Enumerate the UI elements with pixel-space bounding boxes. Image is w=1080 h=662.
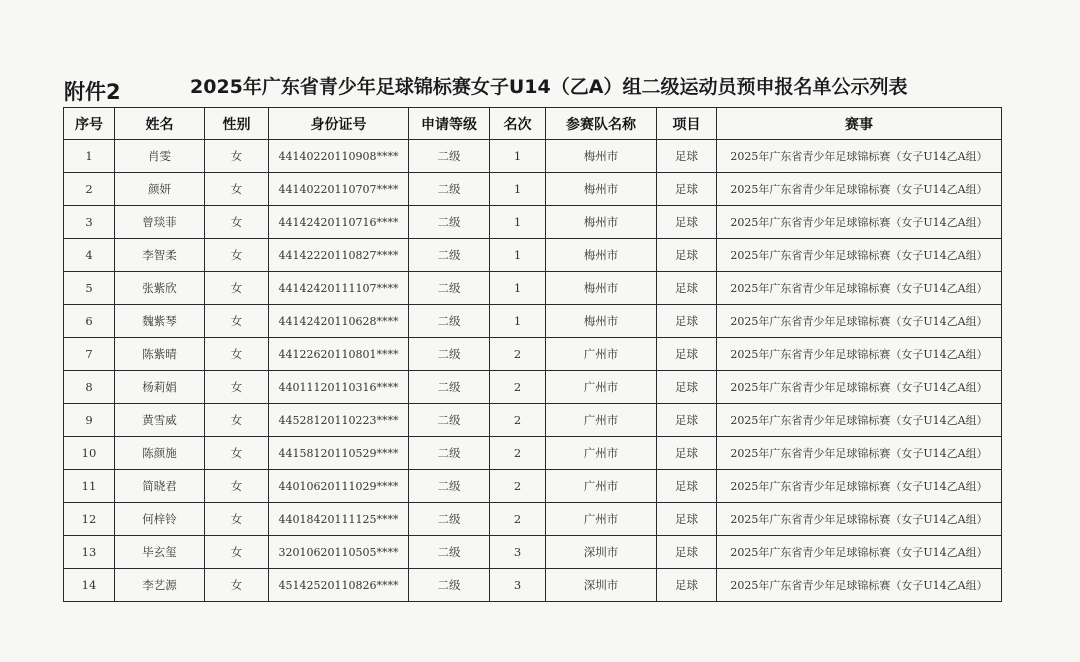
table-row	[64, 437, 1002, 470]
header-rank: 名次	[490, 108, 546, 140]
cell-rank: 1	[490, 239, 546, 272]
cell-level: 二级	[409, 503, 490, 536]
table-row	[64, 239, 1002, 272]
cell-sport: 足球	[657, 371, 717, 404]
cell-no: 13	[64, 536, 115, 569]
cell-no: 4	[64, 239, 115, 272]
cell-id: 44142420110716****	[269, 206, 409, 239]
cell-gender: 女	[205, 569, 269, 602]
cell-no: 1	[64, 140, 115, 173]
cell-level: 二级	[409, 470, 490, 503]
cell-event: 2025年广东省青少年足球锦标赛（女子U14乙A组）	[717, 173, 1002, 206]
cell-team: 梅州市	[546, 305, 657, 338]
cell-event: 2025年广东省青少年足球锦标赛（女子U14乙A组）	[717, 305, 1002, 338]
cell-id: 44010620111029****	[269, 470, 409, 503]
cell-sport: 足球	[657, 272, 717, 305]
document-title: 2025年广东省青少年足球锦标赛女子U14（乙A）组二级运动员预申报名单公示列表	[190, 76, 908, 98]
cell-id: 44122620110801****	[269, 338, 409, 371]
cell-team: 深圳市	[546, 536, 657, 569]
cell-id: 44011120110316****	[269, 371, 409, 404]
cell-sport: 足球	[657, 470, 717, 503]
cell-no: 12	[64, 503, 115, 536]
cell-rank: 2	[490, 503, 546, 536]
cell-id: 44528120110223****	[269, 404, 409, 437]
header-team: 参赛队名称	[546, 108, 657, 140]
cell-level: 二级	[409, 206, 490, 239]
cell-gender: 女	[205, 437, 269, 470]
cell-gender: 女	[205, 272, 269, 305]
cell-rank: 2	[490, 338, 546, 371]
cell-team: 梅州市	[546, 173, 657, 206]
cell-gender: 女	[205, 173, 269, 206]
cell-name: 何梓铃	[115, 503, 205, 536]
cell-no: 8	[64, 371, 115, 404]
athlete-list-table	[63, 107, 1002, 602]
attachment-label: 附件2	[64, 80, 121, 104]
cell-id: 44158120110529****	[269, 437, 409, 470]
cell-level: 二级	[409, 569, 490, 602]
cell-no: 10	[64, 437, 115, 470]
cell-gender: 女	[205, 305, 269, 338]
header-gender: 性别	[205, 108, 269, 140]
cell-id: 44142420110628****	[269, 305, 409, 338]
cell-no: 14	[64, 569, 115, 602]
cell-gender: 女	[205, 371, 269, 404]
cell-gender: 女	[205, 239, 269, 272]
cell-id: 32010620110505****	[269, 536, 409, 569]
cell-no: 11	[64, 470, 115, 503]
cell-level: 二级	[409, 404, 490, 437]
cell-name: 肖雯	[115, 140, 205, 173]
cell-gender: 女	[205, 470, 269, 503]
cell-sport: 足球	[657, 173, 717, 206]
cell-name: 张紫欣	[115, 272, 205, 305]
cell-level: 二级	[409, 239, 490, 272]
cell-level: 二级	[409, 371, 490, 404]
table-row	[64, 503, 1002, 536]
table-row	[64, 305, 1002, 338]
cell-name: 李智柔	[115, 239, 205, 272]
cell-gender: 女	[205, 206, 269, 239]
header-sport: 项目	[657, 108, 717, 140]
cell-name: 曾琰菲	[115, 206, 205, 239]
cell-gender: 女	[205, 338, 269, 371]
cell-level: 二级	[409, 272, 490, 305]
cell-rank: 3	[490, 536, 546, 569]
header-id: 身份证号	[269, 108, 409, 140]
cell-event: 2025年广东省青少年足球锦标赛（女子U14乙A组）	[717, 371, 1002, 404]
cell-sport: 足球	[657, 503, 717, 536]
cell-team: 广州市	[546, 338, 657, 371]
cell-rank: 3	[490, 569, 546, 602]
table-row	[64, 536, 1002, 569]
cell-gender: 女	[205, 536, 269, 569]
cell-sport: 足球	[657, 536, 717, 569]
cell-rank: 1	[490, 305, 546, 338]
table-row	[64, 569, 1002, 602]
cell-no: 5	[64, 272, 115, 305]
cell-id: 44142420111107****	[269, 272, 409, 305]
cell-level: 二级	[409, 305, 490, 338]
cell-no: 7	[64, 338, 115, 371]
cell-event: 2025年广东省青少年足球锦标赛（女子U14乙A组）	[717, 503, 1002, 536]
cell-event: 2025年广东省青少年足球锦标赛（女子U14乙A组）	[717, 140, 1002, 173]
cell-id: 44140220110908****	[269, 140, 409, 173]
table-header-row	[64, 108, 1002, 140]
header-level: 申请等级	[409, 108, 490, 140]
cell-team: 广州市	[546, 404, 657, 437]
cell-sport: 足球	[657, 404, 717, 437]
cell-name: 陈紫晴	[115, 338, 205, 371]
cell-event: 2025年广东省青少年足球锦标赛（女子U14乙A组）	[717, 536, 1002, 569]
cell-id: 44140220110707****	[269, 173, 409, 206]
cell-event: 2025年广东省青少年足球锦标赛（女子U14乙A组）	[717, 206, 1002, 239]
cell-rank: 1	[490, 206, 546, 239]
cell-name: 杨莉娟	[115, 371, 205, 404]
cell-level: 二级	[409, 140, 490, 173]
cell-level: 二级	[409, 536, 490, 569]
cell-event: 2025年广东省青少年足球锦标赛（女子U14乙A组）	[717, 404, 1002, 437]
cell-sport: 足球	[657, 437, 717, 470]
cell-rank: 1	[490, 173, 546, 206]
cell-gender: 女	[205, 404, 269, 437]
cell-id: 44142220110827****	[269, 239, 409, 272]
cell-no: 3	[64, 206, 115, 239]
cell-gender: 女	[205, 140, 269, 173]
table-row	[64, 173, 1002, 206]
cell-team: 梅州市	[546, 239, 657, 272]
cell-name: 李艺源	[115, 569, 205, 602]
cell-team: 梅州市	[546, 272, 657, 305]
cell-rank: 1	[490, 140, 546, 173]
cell-rank: 2	[490, 371, 546, 404]
cell-level: 二级	[409, 173, 490, 206]
header-event: 赛事	[717, 108, 1002, 140]
cell-name: 简晓君	[115, 470, 205, 503]
cell-rank: 1	[490, 272, 546, 305]
cell-id: 44018420111125****	[269, 503, 409, 536]
cell-sport: 足球	[657, 569, 717, 602]
cell-event: 2025年广东省青少年足球锦标赛（女子U14乙A组）	[717, 470, 1002, 503]
cell-rank: 2	[490, 470, 546, 503]
cell-event: 2025年广东省青少年足球锦标赛（女子U14乙A组）	[717, 272, 1002, 305]
cell-no: 6	[64, 305, 115, 338]
cell-event: 2025年广东省青少年足球锦标赛（女子U14乙A组）	[717, 239, 1002, 272]
cell-name: 陈颜施	[115, 437, 205, 470]
table-row	[64, 272, 1002, 305]
cell-name: 毕玄玺	[115, 536, 205, 569]
cell-sport: 足球	[657, 206, 717, 239]
cell-team: 广州市	[546, 437, 657, 470]
cell-sport: 足球	[657, 140, 717, 173]
cell-no: 2	[64, 173, 115, 206]
cell-name: 颜妍	[115, 173, 205, 206]
cell-team: 广州市	[546, 470, 657, 503]
table-row	[64, 404, 1002, 437]
table-row	[64, 206, 1002, 239]
cell-team: 广州市	[546, 503, 657, 536]
cell-team: 深圳市	[546, 569, 657, 602]
cell-team: 梅州市	[546, 140, 657, 173]
cell-gender: 女	[205, 503, 269, 536]
cell-sport: 足球	[657, 239, 717, 272]
header-no: 序号	[64, 108, 115, 140]
cell-no: 9	[64, 404, 115, 437]
cell-team: 广州市	[546, 371, 657, 404]
cell-sport: 足球	[657, 305, 717, 338]
cell-name: 黄雪威	[115, 404, 205, 437]
cell-id: 45142520110826****	[269, 569, 409, 602]
header-name: 姓名	[115, 108, 205, 140]
cell-event: 2025年广东省青少年足球锦标赛（女子U14乙A组）	[717, 437, 1002, 470]
cell-level: 二级	[409, 338, 490, 371]
table-row	[64, 140, 1002, 173]
cell-team: 梅州市	[546, 206, 657, 239]
cell-sport: 足球	[657, 338, 717, 371]
cell-rank: 2	[490, 437, 546, 470]
cell-event: 2025年广东省青少年足球锦标赛（女子U14乙A组）	[717, 569, 1002, 602]
cell-event: 2025年广东省青少年足球锦标赛（女子U14乙A组）	[717, 338, 1002, 371]
table-row	[64, 470, 1002, 503]
cell-level: 二级	[409, 437, 490, 470]
table-row	[64, 338, 1002, 371]
cell-name: 魏紫琴	[115, 305, 205, 338]
cell-rank: 2	[490, 404, 546, 437]
table-row	[64, 371, 1002, 404]
